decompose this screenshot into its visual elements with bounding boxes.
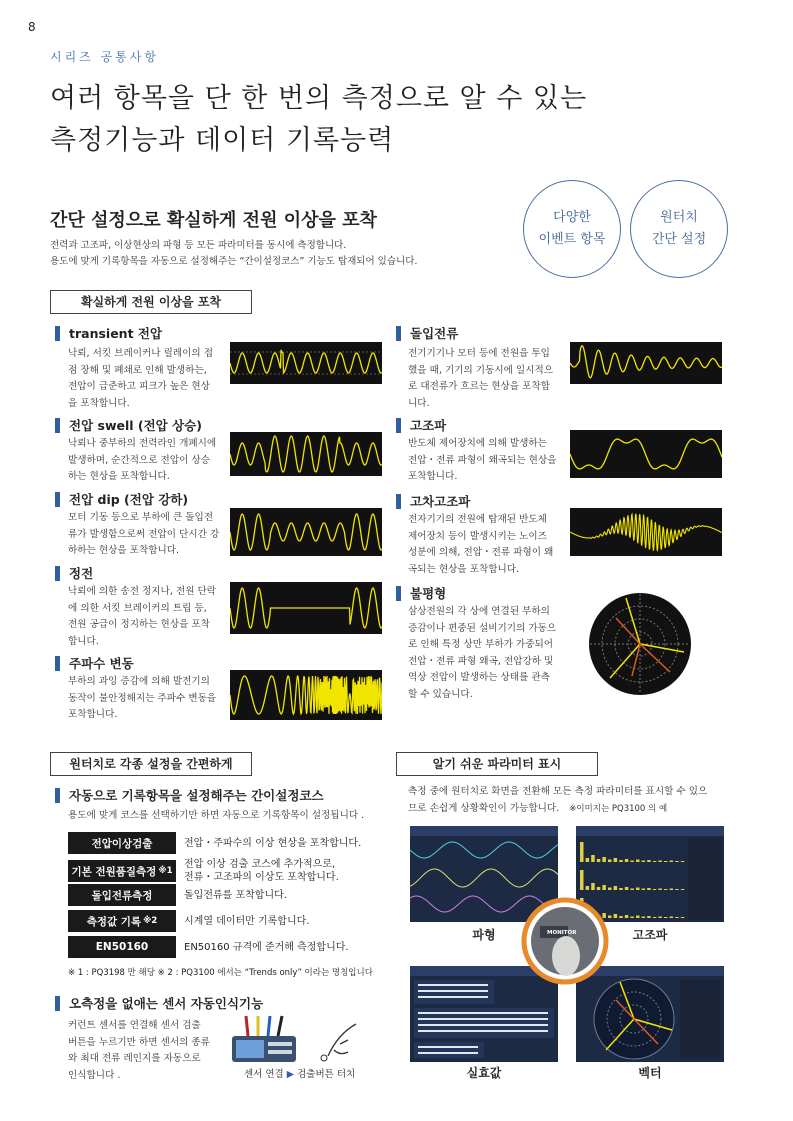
course-tag (68, 884, 176, 906)
waveform-swell (230, 432, 382, 476)
harmonic-bar (591, 855, 595, 862)
event-title: transient 전압 (55, 326, 162, 341)
harmonic-bar (597, 887, 601, 890)
desc-line: 돌입전류를 포착합니다. (184, 889, 287, 901)
harmonic-bar (591, 883, 595, 890)
course-tag (68, 860, 176, 882)
course-desc (184, 837, 361, 850)
circle-line-2: 이벤트 항목 (538, 232, 606, 247)
harmonic-bar (625, 859, 629, 862)
event-title: 정전 (55, 566, 93, 581)
harmonic-bar (608, 860, 612, 863)
course-tag-label: 전압이상검출 (91, 837, 153, 850)
harmonic-bar (658, 889, 662, 891)
desc-line: 삼상전원의 각 상에 연결된 부하의 (408, 606, 550, 617)
event-frequency (55, 656, 134, 671)
caption-arrow-icon: ▶ (286, 1069, 295, 1080)
event-inrush (396, 326, 458, 341)
harmonic-bar (653, 917, 657, 918)
harmonic-bar (580, 870, 584, 890)
desc-line: 전류・고조파의 이상도 포착합니다. (184, 872, 339, 883)
desc-line: 에 의한 서킷 브레이커의 트립 등, (68, 602, 207, 614)
event-title: 불평형 (396, 586, 446, 601)
page-number: 8 (28, 20, 36, 34)
monitor-button-illustration (520, 896, 610, 990)
desc-line: 측정 중에 원터치로 화면을 전환해 모든 측정 파라미터를 표시할 수 있으 (408, 786, 708, 797)
harmonic-bar (675, 917, 679, 918)
harmonic-bar (642, 889, 646, 891)
harmonic-bar (630, 861, 634, 863)
desc-line: 발생하며, 순간적으로 전압이 상승 (68, 454, 210, 466)
event-high-order-harmonics (396, 494, 470, 509)
course-tag (68, 832, 176, 854)
harmonic-bar (625, 887, 629, 890)
desc-line: 모터 기동 등으로 부하에 큰 돌입전 (68, 512, 213, 523)
course-tag-label: EN50160 (95, 941, 149, 953)
series-label: 시리즈 공통사항 (50, 50, 159, 64)
harmonic-bar (586, 858, 590, 862)
course-desc (184, 941, 349, 954)
parameter-desc (408, 784, 738, 817)
course-row (68, 910, 309, 932)
harmonic-bar (597, 859, 601, 862)
harmonic-bar (614, 886, 618, 890)
harmonic-bar (636, 888, 640, 891)
sensor-desc (68, 1018, 243, 1084)
harmonic-bar (670, 861, 674, 863)
desc-line: 시계열 데이터만 기록합니다. (184, 915, 310, 927)
sensor-device-illustration (228, 1014, 376, 1068)
desc-line: 하는 현상을 포착합니다. (68, 471, 170, 482)
harmonic-bar (642, 861, 646, 863)
headline-line-2: 측정기능과 데이터 기록능력 (50, 125, 395, 156)
course-row (68, 832, 361, 854)
harmonic-bar (675, 889, 679, 890)
desc-line: 니다. (408, 397, 430, 409)
harmonic-bar (653, 889, 657, 890)
harmonic-bar (675, 861, 679, 862)
intro-line-1: 전력과 고조파, 이상현상의 파형 등 모든 파라미터를 동시에 측정합니다. (50, 240, 347, 251)
box-heading-parameters: 알기 쉬운 파라미터 표시 (396, 752, 598, 776)
desc-line: 역상 전압이 발생하는 상태를 관측 (408, 672, 550, 683)
waveform-dip (230, 508, 382, 556)
circle-line-2: 간단 설정 (651, 232, 707, 247)
event-title: 전압 dip (전압 강하) (55, 492, 188, 507)
screen-label-rms: 실효값 (466, 1066, 502, 1080)
harmonic-bar (586, 886, 590, 890)
event-desc-inrush (408, 346, 568, 412)
harmonic-bar (664, 861, 668, 862)
desc-line: 류가 발생함으로써 전압이 단시간 강 (68, 528, 220, 540)
feature-circle-events (523, 180, 621, 278)
desc-line: 전압・주파수의 이상 현상을 포착합니다. (184, 837, 362, 849)
sensor-title: 오측정을 없애는 센서 자동인식기능 (55, 996, 263, 1011)
harmonic-bar (647, 916, 651, 918)
desc-line: 동작이 불안정해지는 주파수 변동을 (68, 692, 217, 704)
harmonic-bar (636, 916, 640, 919)
event-desc-dip (68, 510, 228, 560)
feature-circle-onetouch (630, 180, 728, 278)
headline-line-1: 여러 항목을 단 한 번의 측정으로 알 수 있는 (50, 83, 588, 114)
desc-line: 전기기기나 모터 등에 전원을 투입 (408, 348, 550, 359)
event-harmonics (396, 418, 446, 433)
event-title: 주파수 변동 (55, 656, 134, 671)
section-title: 간단 설정으로 확실하게 전원 이상을 포착 (50, 210, 377, 231)
desc-line: 성분에 의해, 전압・전류 파형이 왜 (408, 547, 554, 558)
harmonic-bar (642, 917, 646, 919)
course-tag (68, 936, 176, 958)
desc-line: 을 포착합니다. (68, 397, 130, 409)
easy-course-title: 자동으로 기록항목을 설정해주는 간이설정코스 (55, 788, 324, 803)
event-title: 고조파 (396, 418, 446, 433)
harmonic-bar (630, 889, 634, 891)
caption-touch: 검출버튼 터치 (297, 1069, 356, 1080)
footnote-mark: ※2 (143, 916, 158, 926)
circle-line-1: 원터치 (660, 210, 698, 225)
desc-line: 전원 공급이 정지하는 현상을 포착 (68, 619, 210, 630)
event-title: 전압 swell (전압 상승) (55, 418, 202, 433)
harmonic-bar (658, 861, 662, 863)
intro-line-2: 용도에 맞게 기록항목을 자동으로 설정해주는 “간이설정코스” 기능도 탑재되어 있습니다. (50, 256, 418, 267)
desc-line: 로 대전류가 흐르는 현상을 포착합 (408, 381, 550, 392)
harmonic-bar (670, 889, 674, 891)
harmonic-bar (602, 857, 606, 862)
screen-label-harmonics: 고조파 (632, 928, 668, 942)
event-swell (55, 418, 202, 433)
event-unbalance (396, 586, 446, 601)
desc-line: 커런트 센서를 연결해 센서 검출 (68, 1020, 201, 1031)
waveform-inrush (570, 342, 722, 384)
course-desc (184, 858, 339, 884)
circle-line-1: 다양한 (553, 210, 591, 225)
desc-line: 포착합니다. (68, 709, 118, 720)
harmonic-bar (619, 888, 623, 890)
event-desc-swell (68, 436, 228, 486)
desc-line: EN50160 규격에 준거해 측정합니다. (184, 941, 349, 953)
desc-line: 점 장해 및 폐쇄로 인해 발생하는, (68, 364, 207, 376)
harmonic-bar (614, 858, 618, 862)
desc-line: 할 수 있습니다. (408, 688, 473, 700)
event-desc-frequency (68, 674, 228, 724)
harmonic-bar (619, 860, 623, 862)
desc-line: 므로 손쉽게 상황확인이 가능합니다. (408, 802, 560, 814)
section-intro (50, 238, 417, 270)
sensor-caption (244, 1066, 355, 1080)
desc-line: 제어장치 등이 발생시키는 노이즈 (408, 530, 547, 542)
desc-line: 로 인해 특정 상만 부하가 가중되어 (408, 639, 553, 650)
harmonic-bar (602, 885, 606, 890)
box-heading-onetouch: 원터치로 각종 설정을 간편하게 (50, 752, 252, 776)
desc-line: 낙뢰에 의한 송전 정지나, 전원 단락 (68, 586, 217, 597)
harmonic-bar (681, 917, 685, 918)
desc-line: 전자기기의 전원에 탑재된 반도체 (408, 514, 547, 525)
course-row (68, 936, 349, 958)
harmonic-bar (580, 842, 584, 862)
image-note: ※이미지는 PQ3100 의 예 (569, 803, 668, 814)
desc-line: 인식합니다 . (68, 1069, 121, 1081)
desc-line: 했을 때, 기기의 기동시에 일시적으 (408, 364, 553, 376)
event-dip (55, 492, 188, 507)
screen-label-waveform: 파형 (472, 928, 496, 942)
harmonic-bar (670, 917, 674, 919)
desc-line: 전압이 급준하고 피크가 높은 현상 (68, 381, 210, 392)
harmonic-bar (664, 889, 668, 890)
event-desc-outage (68, 584, 228, 650)
desc-line: 전압・전류 파형 왜곡, 전압강하 및 (408, 655, 554, 667)
event-title: 돌입전류 (396, 326, 458, 341)
course-desc (184, 889, 287, 902)
waveform-transient (230, 342, 382, 384)
course-desc (184, 915, 309, 928)
desc-line: 부하의 과잉 증감에 의해 발전기의 (68, 676, 210, 687)
harmonic-bar (681, 889, 685, 890)
desc-line: 버튼을 누르기만 하면 센서의 종류 (68, 1036, 210, 1048)
course-tag-label: 돌입전류측정 (91, 889, 153, 902)
harmonic-bar (619, 916, 623, 918)
waveform-harmonics (570, 430, 722, 478)
harmonic-bar (653, 861, 657, 862)
course-row (68, 858, 339, 884)
desc-line: 하하는 현상을 포착합니다. (68, 545, 180, 556)
waveform-frequency (230, 670, 382, 720)
desc-line: 와 최대 전류 레인지를 자동으로 (68, 1053, 201, 1064)
easy-course-desc: 용도에 맞게 코스를 선택하기만 하면 자동으로 기록항목이 설정됩니다 . (68, 810, 365, 821)
box-heading-capture: 확실하게 전원 이상을 포착 (50, 290, 252, 314)
desc-line: 낙뢰, 서킷 브레이커나 릴레이의 접 (68, 348, 213, 359)
event-title: 고차고조파 (396, 494, 470, 509)
waveform-high-order (570, 508, 722, 556)
course-tag-label: 기본 전원품질측정 (71, 865, 157, 878)
course-tag-label: 측정값 기록 (86, 915, 142, 928)
monitor-button-label: MONITOR (547, 930, 577, 936)
course-row (68, 884, 287, 906)
caption-connect: 센서 연결 (244, 1069, 284, 1080)
desc-line: 낙뢰나 중부하의 전력라인 개폐시에 (68, 438, 217, 449)
harmonic-bar (658, 917, 662, 919)
page-headline (50, 78, 587, 162)
event-desc-unbalance (408, 604, 568, 703)
harmonic-bar (614, 914, 618, 918)
desc-line: 곡되는 현상을 포착합니다. (408, 563, 520, 575)
screen-label-vector: 벡터 (638, 1066, 662, 1080)
event-transient (55, 326, 162, 341)
footnote-mark: ※1 (158, 866, 173, 876)
desc-line: 전압 이상 검출 코스에 추가적으로, (184, 859, 336, 870)
harmonic-bar (647, 888, 651, 890)
event-outage (55, 566, 93, 581)
harmonic-bar (664, 917, 668, 918)
desc-line: 전압・전류 파형이 왜곡되는 현상을 (408, 454, 557, 466)
desc-line: 증감이나 편중된 설비기기의 가동으 (408, 622, 557, 634)
harmonic-bar (608, 888, 612, 891)
course-tag (68, 910, 176, 932)
desc-line: 포착합니다. (408, 471, 458, 482)
vector-diagram (588, 592, 692, 700)
event-desc-harmonics (408, 436, 568, 486)
harmonic-bar (681, 861, 685, 862)
harmonic-bar (647, 860, 651, 862)
harmonic-bar (636, 860, 640, 863)
event-desc-high-order (408, 512, 568, 578)
footnote: ※ 1 : PQ3198 만 해당 ※ 2 : PQ3100 에서는 “Trends only” 이라는 명칭입니다 (68, 968, 373, 978)
waveform-outage (230, 582, 382, 634)
harmonic-bar (625, 915, 629, 918)
desc-line: 반도체 제어장치에 의해 발생하는 (408, 438, 547, 449)
desc-line: 합니다. (68, 635, 99, 647)
harmonic-bar (630, 917, 634, 919)
event-desc-transient (68, 346, 228, 412)
